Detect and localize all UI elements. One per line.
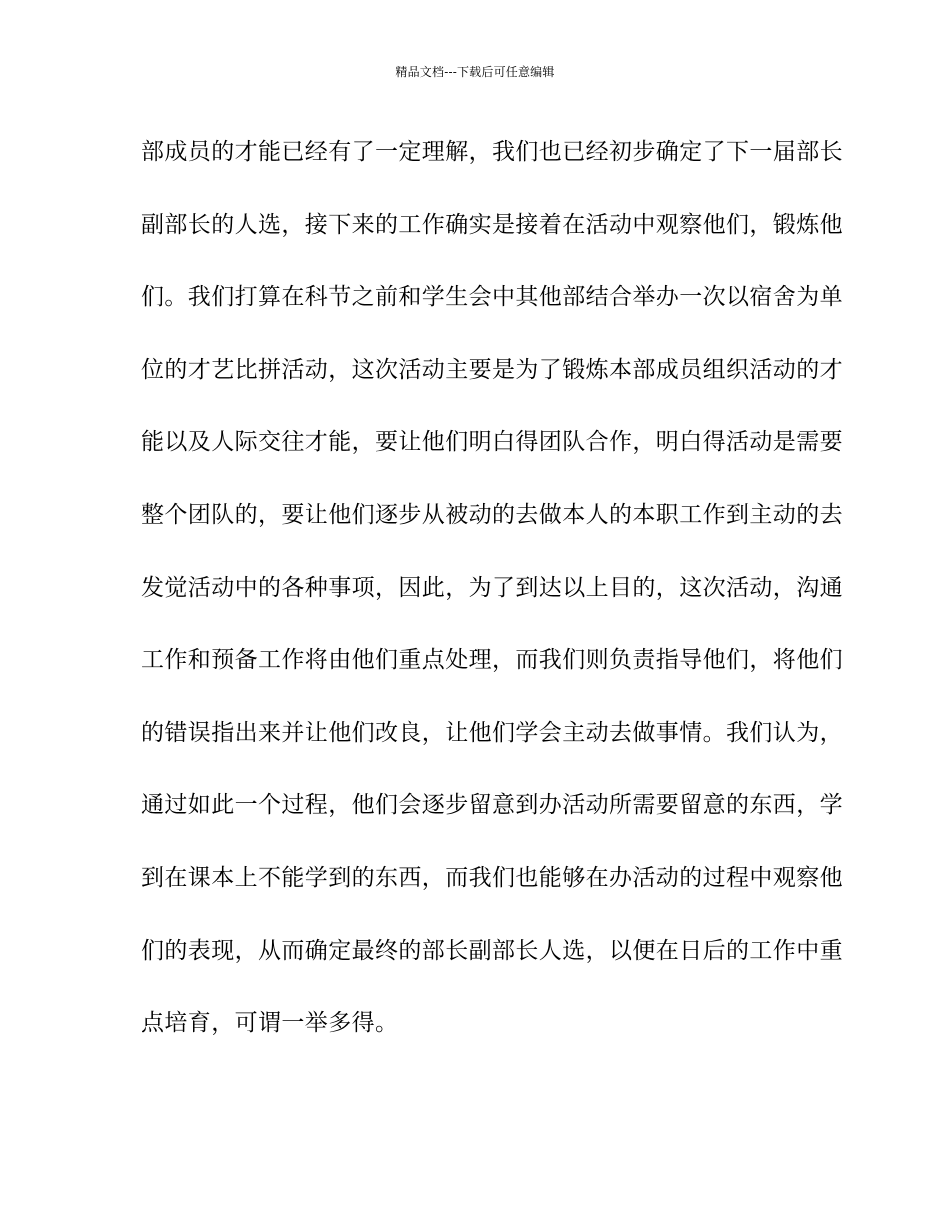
- text-line: 通过如此一个过程，他们会逐步留意到办活动所需要留意的东西，学: [141, 792, 843, 819]
- text-line: 部成员的才能已经有了一定理解，我们也已经初步确定了下一届部长: [141, 139, 843, 165]
- text-line: 们。我们打算在科节之前和学生会中其他部结合举办一次以宿舍为单: [141, 284, 843, 311]
- text-line: 发觉活动中的各种事项，因此，为了到达以上目的，这次活动，沟通: [141, 574, 843, 601]
- text-line: 点培育，可谓一举多得。: [141, 1010, 399, 1037]
- text-line: 副部长的人选，接下来的工作确实是接着在活动中观察他们，锻炼他: [141, 211, 843, 238]
- body-paragraph: [141, 134, 843, 1078]
- text-line: 整个团队的，要让他们逐步从被动的去做本人的本职工作到主动的去: [141, 501, 843, 528]
- text-line: 位的才艺比拼活动，这次活动主要是为了锻炼本部成员组织活动的才: [141, 356, 843, 383]
- text-line: 们的表现，从而确定最终的部长副部长人选，以便在日后的工作中重: [141, 937, 843, 964]
- text-line: 能以及人际交往才能，要让他们明白得团队合作，明白得活动是需要: [141, 429, 843, 456]
- text-line: 的错误指出来并让他们改良，让他们学会主动去做事情。我们认为，: [141, 719, 843, 746]
- text-line: 到在课本上不能学到的东西，而我们也能够在办活动的过程中观察他: [141, 864, 843, 891]
- page-header: 精品文档---下载后可任意编辑: [395, 65, 555, 79]
- text-line: 工作和预备工作将由他们重点处理，而我们则负责指导他们，将他们: [141, 647, 843, 674]
